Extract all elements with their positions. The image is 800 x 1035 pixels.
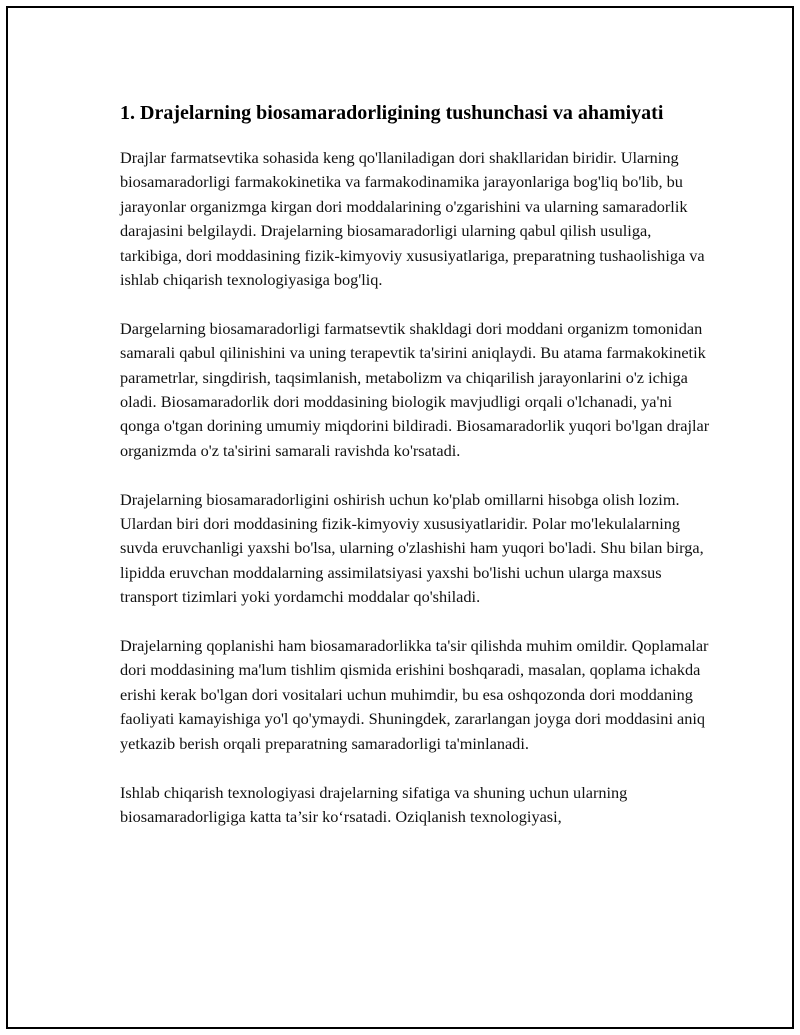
- section-heading: 1. Drajelarning biosamaradorligining tushunchasi va ahamiyati: [120, 102, 664, 124]
- page-frame: [6, 6, 794, 1029]
- paragraph: Dargelarning biosamaradorligi farmatsevtik shakldagi dori moddani organizm tomonidan samarali qabul qilinishini va uning terapevtik ta'sirini aniqlaydi. Bu atama farmakokinetik parametrlar, singdirish, taqsimlanish, metabolizm va chiqarilish jarayonlarini o'z ichiga oladi. Biosamaradorlik dori moddasining biologik mavjudligi orqali o'lchanadi, ya'ni qonga o'tgan dorining umumiy miqdorini bildiradi. Biosamaradorlik yuqori bo'lgan drajlar organizmda o'z ta'sirini samarali ravishda ko'rsatadi.: [120, 318, 710, 460]
- paragraph: Drajelarning biosamaradorligini oshirish uchun ko'plab omillarni hisobga olish lozim. Ulardan biri dori moddasining fizik-kimyoviy xususiyatlaridir. Polar mo'lekulalarning suvda eruvchanligi yaxshi bo'lsa, ularning o'zlashishi ham yuqori bo'ladi. Shu bilan birga, lipidda eruvchan moddalarning assimilatsiyasi yaxshi bo'lishi uchun ularga maxsus transport tizimlari yoki yordamchi moddalar qo'shiladi.: [120, 489, 704, 607]
- document-body: [120, 100, 710, 854]
- paragraph: Drajlar farmatsevtika sohasida keng qo'llaniladigan dori shakllaridan biridir. Ularning biosamaradorligi farmakokinetika va farmakodinamika jarayonlariga bog'liq bo'lib, bu jarayonlar organizmga kirgan dori moddalarining o'zgarishini va ularning samaradorlik darajasini belgilaydi. Drajelarning biosamaradorligi ularning qabul qilish usuliga, tarkibiga, dori moddasining fizik-kimyoviy xususiyatlariga, preparatning tushaolishiga va ishlab chiqarish texnologiyasiga bog'liq.: [120, 148, 705, 290]
- paragraph: Ishlab chiqarish texnologiyasi drajelarning sifatiga va shuning uchun ularning biosamaradorligiga katta ta’sir ko‘rsatadi. Oziqlanish texnologiyasi,: [120, 782, 628, 826]
- paragraph: Drajelarning qoplanishi ham biosamaradorlikka ta'sir qilishda muhim omildir. Qoplamalar dori moddasining ma'lum tishlim qismida erishini boshqaradi, masalan, qoplama ichakda erishi kerak bo'lgan dori vositalari uchun muhimdir, bu esa oshqozonda dori moddaning faoliyati kamayishiga yo'l qo'ymaydi. Shuningdek, zararlangan joyga dori moddasini aniq yetkazib berish orqali preparatning samaradorligi ta'minlanadi.: [120, 636, 709, 753]
